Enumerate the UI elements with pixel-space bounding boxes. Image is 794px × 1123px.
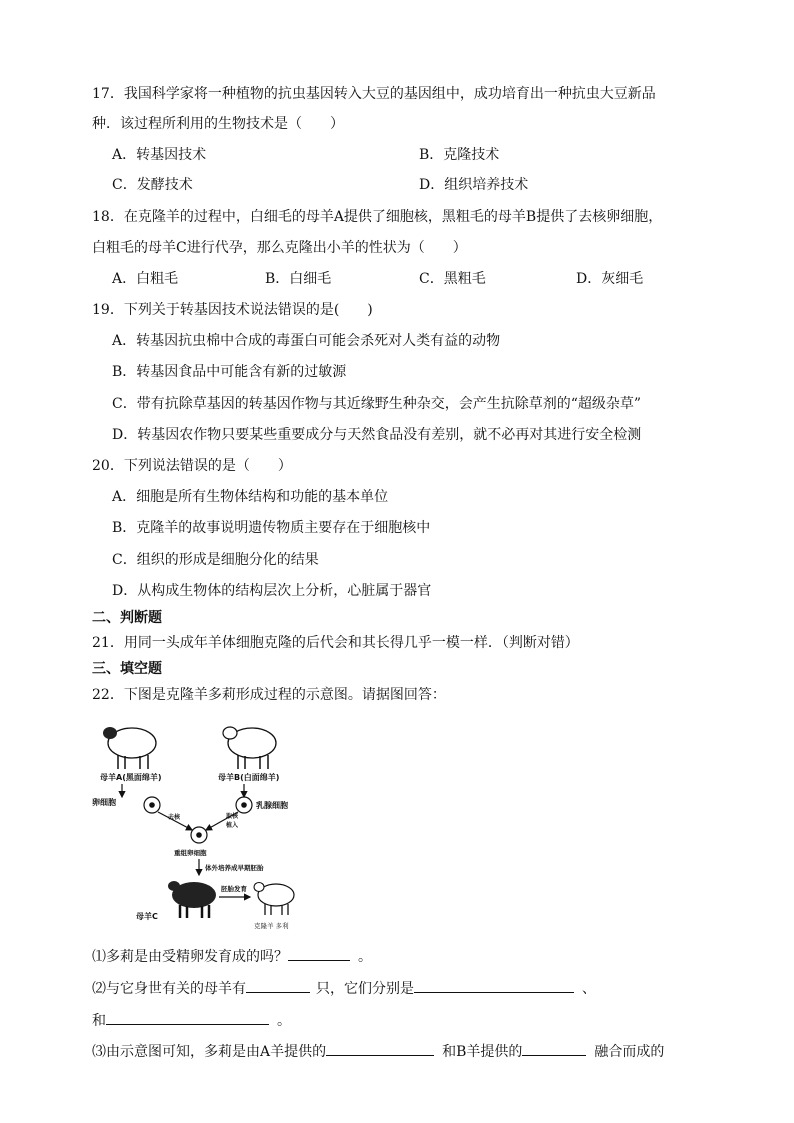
q22-sub2-text-e: 。 — [277, 1013, 291, 1029]
q22-sub3 — [92, 1040, 664, 1062]
q22-sub3-text-c: 融合而成的 — [594, 1044, 665, 1060]
q17-option-d: D．组织培养技术 — [419, 177, 529, 193]
label-sheep-b: 母羊B(白面绵羊) — [218, 773, 280, 782]
section-heading-fill-in: 三、填空题 — [92, 661, 162, 677]
q19-option-a: A．转基因抗虫棉中合成的毒蛋白可能会杀死对人类有益的动物 — [112, 333, 501, 349]
q19-option-b: B．转基因食品中可能含有新的过敏源 — [112, 364, 347, 380]
label-take-nucleus: 取核 — [226, 813, 239, 820]
section-heading-judgement: 二、判断题 — [92, 610, 162, 626]
label-enucleate: 去核 — [168, 814, 181, 821]
sheep-c-illustration — [168, 881, 216, 918]
q19-option-d: D．转基因农作物只要某些重要成分与天然食品没有差别，就不必再对其进行安全检测 — [112, 427, 642, 443]
answer-blank-5[interactable] — [326, 1040, 434, 1056]
answer-blank-3[interactable] — [414, 977, 574, 993]
label-culture: 体外培养成早期胚胎 — [205, 864, 264, 872]
q18-option-d: D．灰细毛 — [576, 271, 644, 287]
label-embryo-development: 胚胎发育 — [221, 885, 247, 893]
sheep-b-illustration — [223, 727, 276, 769]
q18-option-c: C．黑粗毛 — [419, 271, 486, 287]
q19-option-c: C．带有抗除草基因的转基因作物与其近缘野生种杂交，会产生抗除草剂的“超级杂草” — [112, 396, 642, 412]
clone-sheep-illustration — [254, 883, 294, 916]
label-implant: 植入 — [226, 822, 239, 829]
sheep-a-illustration — [103, 727, 156, 769]
q22-sub3-text-a: ⑶由示意图可知，多莉是由A羊提供的 — [92, 1044, 327, 1060]
label-sheep-c: 母羊C — [136, 912, 158, 921]
answer-blank-6[interactable] — [522, 1040, 586, 1056]
q22-sub1-end: 。 — [358, 949, 372, 965]
q22-sub2-text-b: 只，它们分别是 — [316, 981, 414, 997]
q17-option-c: C．发酵技术 — [112, 177, 193, 193]
cloning-diagram — [92, 715, 302, 935]
q20-stem: 20．下列说法错误的是（ ） — [92, 458, 292, 474]
q17-option-b: B．克隆技术 — [419, 147, 500, 163]
q20-option-c: C．组织的形成是细胞分化的结果 — [112, 552, 319, 568]
answer-blank-4[interactable] — [106, 1009, 269, 1025]
q22-stem: 22．下图是克隆羊多莉形成过程的示意图。请据图回答： — [92, 687, 446, 703]
q22-sub1 — [92, 945, 372, 967]
q18-option-b: B．白细毛 — [265, 271, 332, 287]
label-mammary-cell: 乳腺细胞 — [256, 801, 288, 810]
q22-sub2-cont — [92, 1009, 291, 1031]
q22-sub3-text-b: 和B羊提供的 — [442, 1044, 523, 1060]
q20-option-d: D．从构成生物体的结构层次上分析，心脏属于器官 — [112, 583, 432, 599]
q19-stem: 19．下列关于转基因技术说法错误的是( ) — [92, 302, 373, 318]
q17-stem-line1: 17．我国科学家将一种植物的抗虫基因转入大豆的基因组中，成功培育出一种抗虫大豆新品 — [92, 86, 656, 102]
answer-blank-2[interactable] — [246, 977, 310, 993]
label-recombined-egg: 重组卵细胞 — [174, 849, 207, 857]
q20-option-b: B．克隆羊的故事说明遗传物质主要存在于细胞核中 — [112, 520, 431, 536]
q18-option-a: A．白粗毛 — [112, 271, 179, 287]
q18-stem-line1: 18．在克隆羊的过程中，白细毛的母羊A提供了细胞核，黑粗毛的母羊B提供了去核卵细胞， — [92, 209, 663, 225]
cloning-diagram-svg — [92, 715, 302, 935]
q17-option-a: A．转基因技术 — [112, 147, 207, 163]
q22-sub2-text-a: ⑵与它身世有关的母羊有 — [92, 981, 246, 997]
answer-blank-1[interactable] — [288, 945, 350, 961]
q20-option-a: A．细胞是所有生物体结构和功能的基本单位 — [112, 489, 389, 505]
label-sheep-a: 母羊A(黑面绵羊) — [100, 773, 162, 782]
q17-stem-line2: 种．该过程所利用的生物技术是（ ） — [92, 116, 344, 132]
label-clone-sheep: 克隆羊 多利 — [254, 922, 289, 930]
q22-sub2-text-d: 和 — [92, 1013, 106, 1029]
q22-sub2-text-c: 、 — [582, 981, 596, 997]
label-egg-cell: 卵细胞 — [92, 798, 116, 807]
q21-stem: 21．用同一头成年羊体细胞克隆的后代会和其长得几乎一模一样．（判断对错） — [92, 635, 579, 651]
q22-sub2 — [92, 977, 596, 999]
q18-stem-line2: 白粗毛的母羊C进行代孕，那么克隆出小羊的性状为（ ） — [92, 240, 467, 256]
q22-sub1-text: ⑴多莉是由受精卵发育成的吗？ — [92, 949, 288, 965]
